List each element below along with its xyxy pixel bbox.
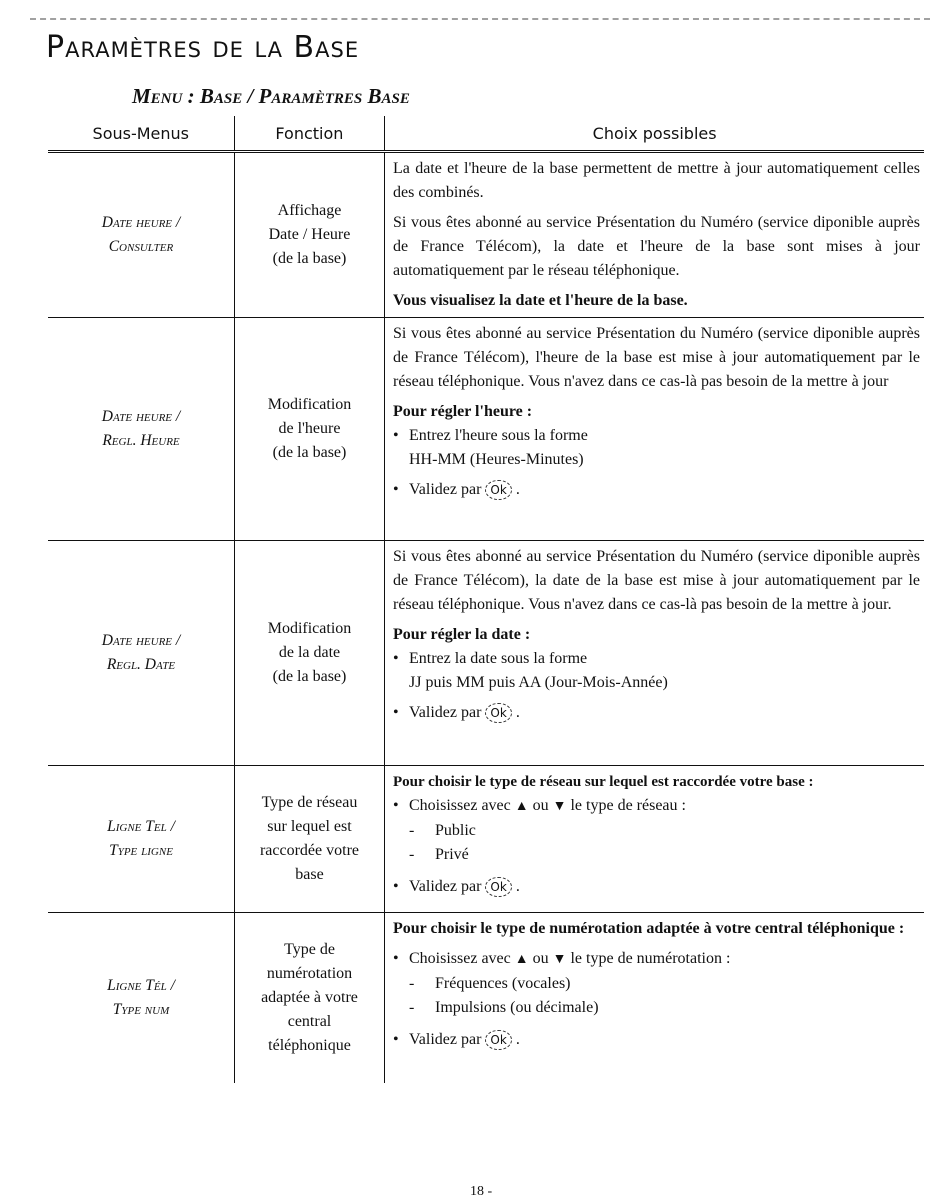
table-row xyxy=(48,153,924,318)
ok-key-icon: Ok xyxy=(485,703,511,723)
table-row xyxy=(48,913,924,1083)
submenu-cell: Date heure / Consulter xyxy=(101,214,181,255)
settings-table xyxy=(48,116,924,1083)
ok-key-icon: Ok xyxy=(485,1030,511,1050)
submenu-cell: Date heure / Regl. Date xyxy=(101,632,181,673)
choices-cell: Pour choisir le type de réseau sur lequel est raccordée votre base : • Choisissez avec ▲ ou ▼ le type de réseau : - Public - Privé • Validez par Ok . xyxy=(384,766,924,912)
up-arrow-icon: ▲ xyxy=(514,799,529,814)
submenu-cell: Ligne Tél / Type num xyxy=(107,977,175,1018)
choices-cell: Si vous êtes abonné au service Présentation du Numéro (service diponible auprès de France Télécom), l'heure de la base est mise à jour automatiquement par le réseau téléphonique. Vous n'avez dans ce cas-là pas besoin de la mettre à jour Pour régler l'heure : • Entrez l'heure sous la forme HH-MM (Heures-Minutes) • Validez par Ok . xyxy=(384,318,924,540)
menu-path: Menu : Base / Paramètres Base xyxy=(132,84,410,108)
function-cell: Modification de l'heure (de la base) xyxy=(234,318,384,540)
header-marks xyxy=(30,18,930,28)
table-header xyxy=(48,116,924,153)
choices-cell: La date et l'heure de la base permettent de mettre à jour automatiquement celles des combinés. Si vous êtes abonné au service Présentation du Numéro (service diponible auprès de France Télécom), la date et l'heure de la base sont mises à jour automatiquement par le réseau téléphonique. Vous visualisez la date et l'heure de la base. xyxy=(384,153,924,317)
table-row xyxy=(48,541,924,766)
header-choix: Choix possibles xyxy=(384,116,924,150)
table-row xyxy=(48,318,924,541)
submenu-cell: Ligne Tel / Type ligne xyxy=(107,818,175,859)
up-arrow-icon: ▲ xyxy=(514,952,529,967)
header-fonction: Fonction xyxy=(234,116,385,150)
page-title: Paramètres de la Base xyxy=(46,30,360,65)
function-cell: Type de réseau sur lequel est raccordée votre base xyxy=(234,766,384,912)
function-cell: Type de numérotation adaptée à votre central téléphonique xyxy=(234,913,384,1083)
choices-cell: Pour choisir le type de numérotation adaptée à votre central téléphonique : • Choisissez avec ▲ ou ▼ le type de numérotation : - Fréquences (vocales) - Impulsions (ou décimale) • Validez par Ok . xyxy=(384,913,924,1083)
submenu-cell: Date heure / Regl. Heure xyxy=(101,408,181,449)
header-sous-menus: Sous-Menus xyxy=(92,123,190,143)
function-cell: Modification de la date (de la base) xyxy=(234,541,384,765)
ok-key-icon: Ok xyxy=(485,877,511,897)
page-number: 18 - xyxy=(470,1184,493,1199)
down-arrow-icon: ▼ xyxy=(552,799,567,814)
function-cell: Affichage Date / Heure (de la base) xyxy=(234,153,384,317)
table-row xyxy=(48,766,924,913)
ok-key-icon: Ok xyxy=(485,480,511,500)
down-arrow-icon: ▼ xyxy=(552,952,567,967)
choices-cell: Si vous êtes abonné au service Présentation du Numéro (service diponible auprès de France Télécom), la date de la base est mise à jour automatiquement par le réseau téléphonique. Vous n'avez dans ce cas-là pas besoin de la mettre à jour. Pour régler la date : • Entrez la date sous la forme JJ puis MM puis AA (Jour-Mois-Année) • Validez par Ok . xyxy=(384,541,924,765)
